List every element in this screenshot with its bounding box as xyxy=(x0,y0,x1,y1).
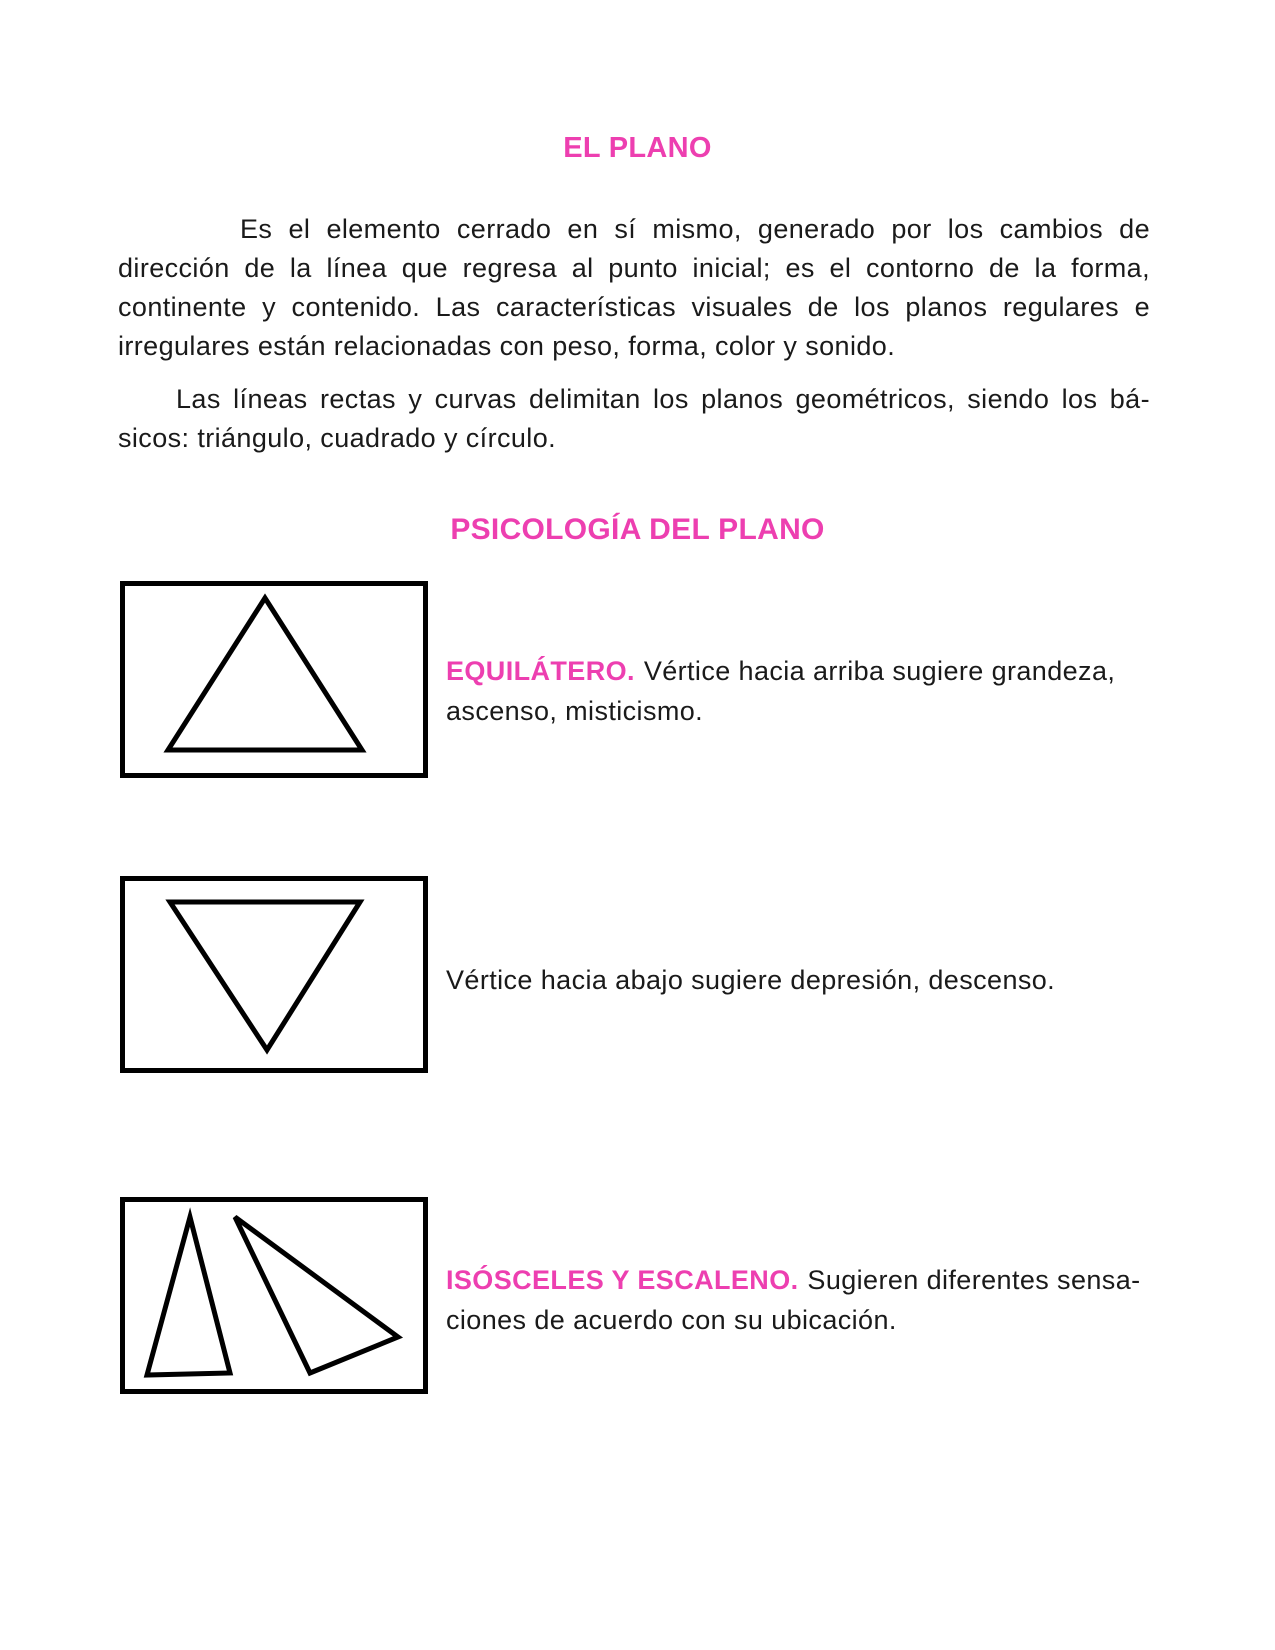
caption-line xyxy=(446,1260,1141,1300)
figure-box-isosceles-scalene xyxy=(120,1197,428,1394)
figure-box-inverted xyxy=(120,876,428,1073)
paragraph-line: irregulares están relacionadas con peso, forma, color y sonido. xyxy=(118,331,896,361)
paragraph-line: continente y contenido. Las características visuales de los planos regulares e xyxy=(118,292,1150,322)
section-heading: PSICOLOGÍA DEL PLANO xyxy=(450,513,825,546)
caption-text: Vértice hacia arriba sugiere grandeza, xyxy=(643,656,1116,686)
figure-caption-equilateral xyxy=(446,651,1126,731)
figure-caption-isosceles-scalene xyxy=(446,1260,1141,1340)
caption-line: Vértice hacia abajo sugiere depresión, descenso. xyxy=(446,965,1056,995)
figure-label: EQUILÁTERO. xyxy=(446,656,635,686)
figure-box-equilateral xyxy=(120,581,428,778)
caption-text: Sugieren diferentes sensa- xyxy=(807,1265,1141,1295)
triangle-down-icon xyxy=(125,881,423,1068)
caption-line: ascenso, misticismo. xyxy=(446,696,704,726)
figure-label: ISÓSCELES Y ESCALENO. xyxy=(446,1265,799,1295)
figure-caption-inverted xyxy=(446,960,1126,1000)
paragraph-line: sicos: triángulo, cuadrado y círculo. xyxy=(118,423,557,453)
intro-paragraph xyxy=(118,210,1150,366)
isosceles-and-scalene-triangles-icon xyxy=(125,1202,423,1389)
caption-line xyxy=(446,651,1126,691)
isosceles-triangle-icon xyxy=(147,1217,230,1375)
document-title: EL PLANO xyxy=(563,132,712,164)
paragraph-line: dirección de la línea que regresa al punto inicial; es el contorno de la forma, xyxy=(118,253,1150,283)
paragraph-line: Las líneas rectas y curvas delimitan los planos geométricos, siendo los bá- xyxy=(176,384,1150,414)
triangle-up-icon xyxy=(125,586,423,773)
paragraph-line: Es el elemento cerrado en sí mismo, generado por los cambios de xyxy=(240,214,1150,244)
caption-line: ciones de acuerdo con su ubicación. xyxy=(446,1305,897,1335)
second-paragraph xyxy=(118,380,1150,458)
scalene-triangle-icon xyxy=(235,1217,398,1373)
